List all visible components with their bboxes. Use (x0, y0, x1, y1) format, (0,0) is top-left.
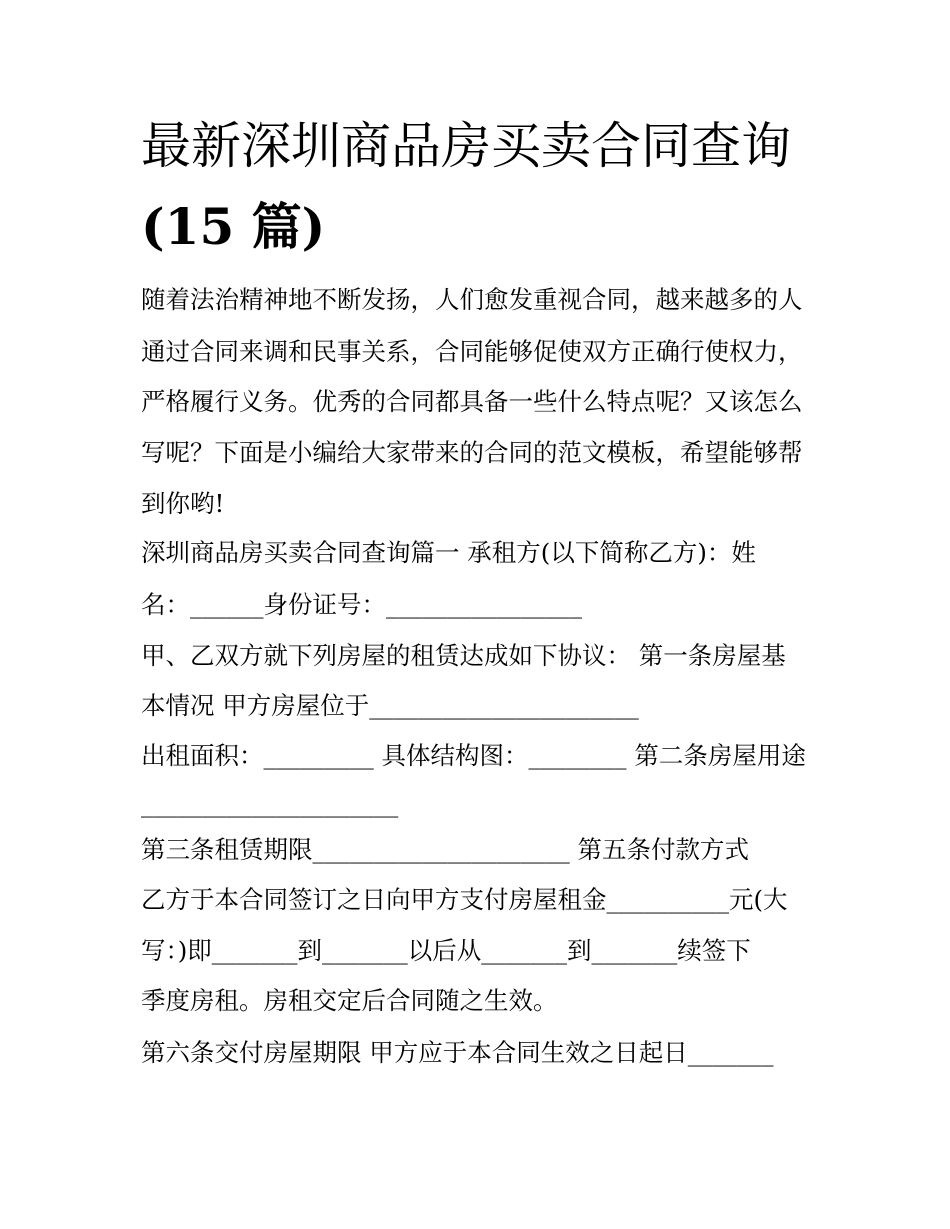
form-field-line: _____________________ (141, 789, 399, 818)
body-line: 随着法治精神地不断发扬，人们愈发重视合同，越来越多的人 (141, 285, 803, 314)
form-field-line: 本情况 甲方房屋位于______________________ (141, 691, 639, 720)
form-field-line: 出租面积：_________ 具体结构图：________ 第二条房屋用途 (141, 741, 806, 770)
document-title: 最新深圳商品房买卖合同查询 (141, 117, 791, 175)
form-field-line: 写：)即_______到_______以后从_______到_______续签下 (141, 936, 751, 965)
section-heading-line: 深圳商品房买卖合同查询篇一 承租方(以下简称乙方)：姓 (141, 538, 756, 567)
form-field-line: 名：______身份证号：________________ (141, 590, 582, 619)
body-line: 季度房租。房租交定后合同随之生效。 (141, 986, 558, 1015)
body-line: 到你哟! (141, 489, 225, 518)
body-line: 严格履行义务。优秀的合同都具备一些什么特点呢？又该怎么 (141, 387, 803, 416)
form-field-line: 第六条交付房屋期限 甲方应于本合同生效之日起日_______ (141, 1038, 774, 1067)
document-title-count: (15 篇) (141, 197, 326, 256)
body-line: 写呢？下面是小编给大家带来的合同的范文模板，希望能够帮 (141, 438, 803, 467)
form-field-line: 第三条租赁期限_____________________ 第五条付款方式 (141, 835, 750, 864)
body-line: 通过合同来调和民事关系，合同能够促使双方正确行使权力， (141, 337, 803, 366)
body-line: 甲、乙双方就下列房屋的租赁达成如下协议： 第一条房屋基 (141, 641, 786, 670)
form-field-line: 乙方于本合同签订之日向甲方支付房屋租金__________元(大 (141, 885, 788, 914)
